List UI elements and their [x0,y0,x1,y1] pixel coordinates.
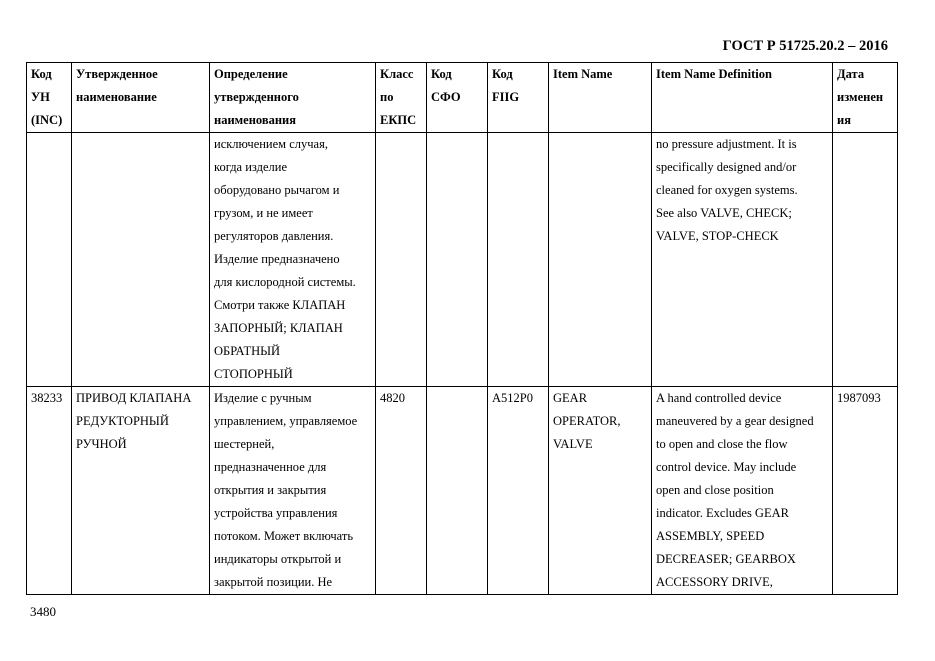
cell-line: Код [31,67,52,81]
cell-line: DECREASER; GEARBOX [656,552,796,566]
cell-item-name [549,133,652,387]
cell-line: ACCESSORY DRIVE, [656,575,773,589]
cell-line: по [380,90,394,104]
col-header-approved-name [72,63,210,133]
cell-line: 4820 [380,391,405,405]
cell-change-date [833,387,898,595]
cell-fiig-code [488,133,549,387]
cell-line: VALVE, STOP-CHECK [656,229,779,243]
cell-line: потоком. Может включать [214,529,354,543]
cell-line: оборудовано рычагом и [214,183,340,197]
cell-line: VALVE [553,437,593,451]
cell-line: Дата [837,67,865,81]
cell-line: ОБРАТНЫЙ [214,344,281,358]
cell-definition [210,387,376,595]
cell-line: закрытой позиции. Не [214,575,333,589]
cell-line: Определение [214,67,288,81]
cell-line: (INC) [31,113,63,127]
cell-sfo-code [427,387,488,595]
cell-item-name [549,387,652,595]
cell-line: Изделие с ручным [214,391,312,405]
cell-line: Утвержденное [76,67,158,81]
cell-line: Класс [380,67,414,81]
table-row [27,387,898,595]
cell-line: See also VALVE, CHECK; [656,206,792,220]
cell-line: control device. May include [656,460,797,474]
cell-definition [210,133,376,387]
cell-line: изменен [837,90,884,104]
cell-item-name-definition [652,387,833,595]
cell-line: indicator. Excludes GEAR [656,506,789,520]
col-header-inc [27,63,72,133]
cell-line: индикаторы открытой и [214,552,342,566]
col-header-item-name [549,63,652,133]
cell-line: 38233 [31,391,63,405]
cell-line: ия [837,113,851,127]
cell-line: исключением случая, [214,137,328,151]
cell-line: ЕКПС [380,113,417,127]
cell-line: грузом, и не имеет [214,206,313,220]
cell-line: OPERATOR, [553,414,621,428]
cell-line: наименование [76,90,157,104]
cell-line: устройства управления [214,506,338,520]
cell-inc [27,133,72,387]
cell-line: Item Name Definition [656,67,772,81]
cell-line: ПРИВОД КЛАПАНА [76,391,192,405]
nomenclature-table [26,62,898,595]
cell-inc [27,387,72,595]
cell-line: регуляторов давления. [214,229,334,243]
cell-line: утвержденного [214,90,299,104]
cell-class [376,133,427,387]
table-row [27,133,898,387]
cell-line: 1987093 [837,391,881,405]
col-header-item-name-definition [652,63,833,133]
table-header-row [27,63,898,133]
cell-change-date [833,133,898,387]
cell-line: Смотри также КЛАПАН [214,298,346,312]
cell-line: Item Name [553,67,613,81]
cell-line: когда изделие [214,160,288,174]
cell-line: A hand controlled device [656,391,782,405]
cell-approved-name [72,387,210,595]
cell-line: наименования [214,113,297,127]
cell-line: maneuvered by a gear designed [656,414,814,428]
cell-line: cleaned for oxygen systems. [656,183,798,197]
cell-fiig-code [488,387,549,595]
cell-item-name-definition [652,133,833,387]
cell-line: to open and close the flow [656,437,788,451]
cell-line: FIIG [492,90,520,104]
cell-line: РЕДУКТОРНЫЙ [76,414,169,428]
cell-class [376,387,427,595]
col-header-sfo-code [427,63,488,133]
cell-line: Код [492,67,513,81]
cell-sfo-code [427,133,488,387]
col-header-class [376,63,427,133]
cell-line: управлением, управляемое [214,414,358,428]
cell-line: GEAR [553,391,588,405]
cell-line: шестерней, [214,437,275,451]
cell-line: Код [431,67,452,81]
cell-line: open and close position [656,483,774,497]
document-header: ГОСТ Р 51725.20.2 – 2016 [722,38,888,54]
cell-line: РУЧНОЙ [76,437,127,451]
cell-line: предназначенное для [214,460,327,474]
col-header-change-date [833,63,898,133]
cell-line: открытия и закрытия [214,483,327,497]
cell-line: СФО [431,90,461,104]
cell-line: A512P0 [492,391,533,405]
page-number: 3480 [30,604,56,619]
cell-line: no pressure adjustment. It is [656,137,797,151]
cell-line: УН [31,90,50,104]
col-header-fiig-code [488,63,549,133]
cell-line: ЗАПОРНЫЙ; КЛАПАН [214,321,343,335]
cell-line: Изделие предназначено [214,252,340,266]
cell-approved-name [72,133,210,387]
cell-line: СТОПОРНЫЙ [214,367,293,381]
cell-line: specifically designed and/or [656,160,797,174]
cell-line: ASSEMBLY, SPEED [656,529,765,543]
cell-line: для кислородной системы. [214,275,356,289]
col-header-definition [210,63,376,133]
